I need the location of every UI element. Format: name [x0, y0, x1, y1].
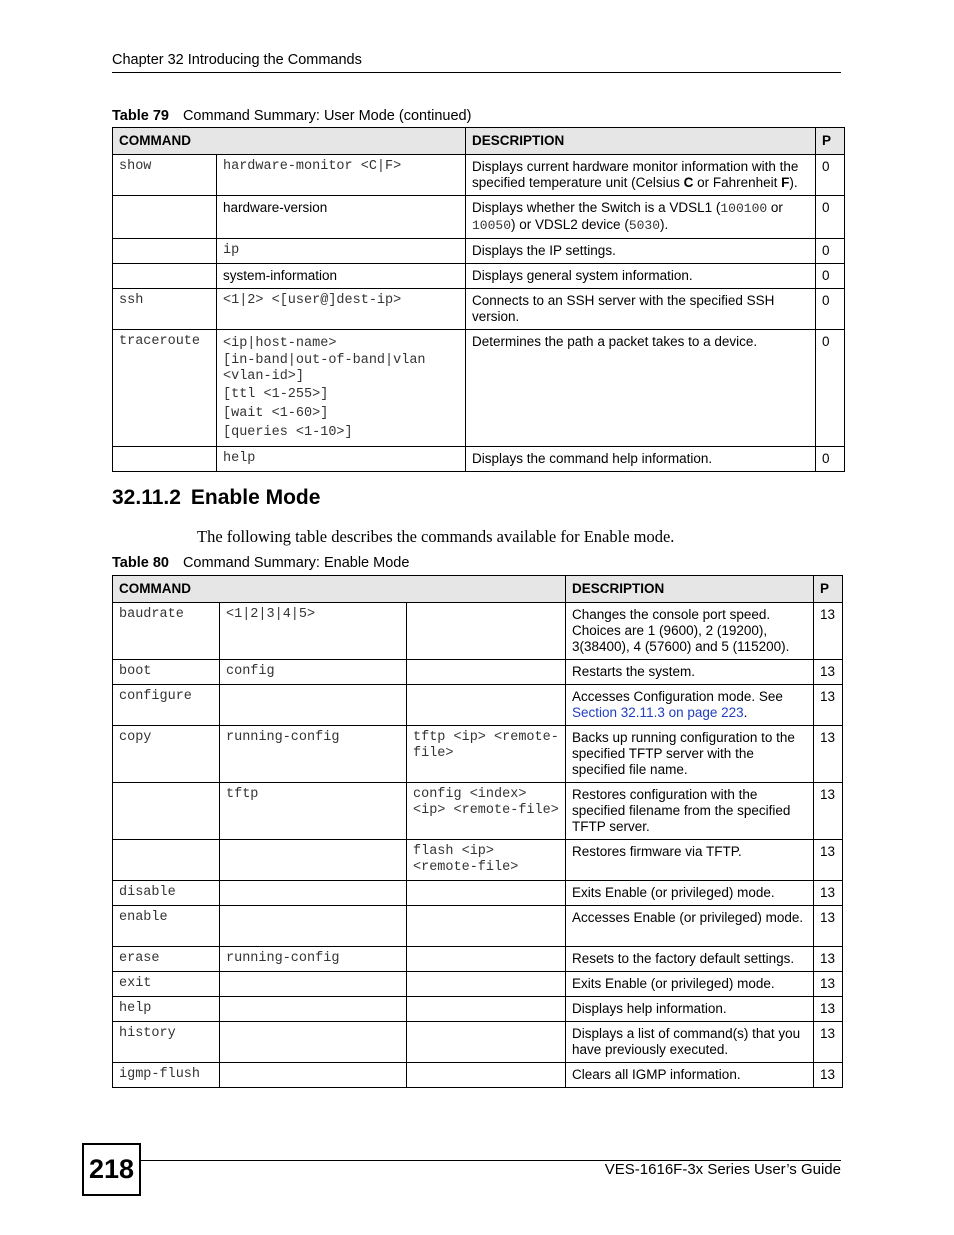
argument-cell — [220, 1063, 407, 1088]
table80-caption-label: Table 80 — [112, 555, 169, 571]
table79-header-p: P — [816, 128, 845, 155]
page-cell: 0 — [816, 196, 845, 239]
argument-line: [ttl <1-255>] — [223, 387, 329, 402]
table-row — [113, 330, 845, 447]
argument-cell: running-config — [220, 726, 407, 783]
page-cell: 0 — [816, 264, 845, 289]
page-cell: 13 — [814, 685, 843, 726]
argument-cell — [407, 972, 566, 997]
description-cell: Determines the path a packet takes to a device. — [466, 330, 816, 447]
command-cell: enable — [113, 906, 220, 947]
table79-header-row — [113, 128, 845, 155]
guide-title: VES-1616F-3x Series User’s Guide — [604, 1161, 841, 1178]
argument-cell — [220, 972, 407, 997]
table-row — [113, 997, 843, 1022]
argument-cell — [220, 840, 407, 881]
page-cell: 13 — [814, 1022, 843, 1063]
page-cell: 13 — [814, 783, 843, 840]
command-cell: baudrate — [113, 603, 220, 660]
description-cell: Displays general system information. — [466, 264, 816, 289]
description-cell — [466, 155, 816, 196]
command-cell: history — [113, 1022, 220, 1063]
argument-cell — [407, 997, 566, 1022]
page-cell: 13 — [814, 603, 843, 660]
command-cell — [113, 783, 220, 840]
argument-cell — [217, 330, 466, 447]
page-cell: 13 — [814, 726, 843, 783]
command-cell: erase — [113, 947, 220, 972]
table-row — [113, 972, 843, 997]
page-cell: 0 — [816, 330, 845, 447]
argument-cell: ip — [217, 239, 466, 264]
table-row — [113, 447, 845, 472]
desc-text: Accesses Configuration mode. See — [572, 689, 783, 704]
table-row — [113, 783, 843, 840]
section-intro: The following table describes the commands available for Enable mode. — [197, 527, 675, 546]
desc-text: ). — [789, 175, 798, 190]
table-row — [113, 881, 843, 906]
command-cell: configure — [113, 685, 220, 726]
argument-cell: tftp — [220, 783, 407, 840]
table-row — [113, 660, 843, 685]
argument-cell — [220, 997, 407, 1022]
desc-text: ). — [660, 217, 669, 232]
argument-cell — [407, 1063, 566, 1088]
argument-cell — [407, 881, 566, 906]
description-cell: Restores firmware via TFTP. — [566, 840, 814, 881]
page-cell: 13 — [814, 972, 843, 997]
description-cell: Changes the console port speed. Choices are 1 (9600), 2 (19200), 3(38400), 4 (57600) and 5 (115200). — [566, 603, 814, 660]
argument-cell — [407, 906, 566, 947]
desc-code: 5030 — [628, 218, 661, 233]
description-cell: Exits Enable (or privileged) mode. — [566, 972, 814, 997]
desc-text: . — [743, 705, 748, 720]
command-cell — [113, 264, 217, 289]
table-row — [113, 603, 843, 660]
page-cell: 13 — [814, 947, 843, 972]
table79-header-description: DESCRIPTION — [466, 128, 816, 155]
table-row — [113, 947, 843, 972]
description-cell: Accesses Enable (or privileged) mode. — [566, 906, 814, 947]
command-cell: igmp-flush — [113, 1063, 220, 1088]
description-cell — [466, 196, 816, 239]
argument-cell — [407, 660, 566, 685]
argument-cell — [220, 685, 407, 726]
desc-text: ) or VDSL2 device ( — [511, 217, 629, 232]
page-cell: 0 — [816, 447, 845, 472]
argument-cell — [407, 603, 566, 660]
table-row — [113, 196, 845, 239]
page-cell: 0 — [816, 155, 845, 196]
table-row — [113, 239, 845, 264]
page-cell: 13 — [814, 660, 843, 685]
desc-code: 100100 — [720, 201, 768, 216]
argument-cell: running-config — [220, 947, 407, 972]
argument-cell: <1|2|3|4|5> — [220, 603, 407, 660]
table79-caption — [112, 108, 471, 124]
page-cell: 13 — [814, 1063, 843, 1088]
page-cell: 0 — [816, 239, 845, 264]
argument-cell: <1|2> <[user@]dest-ip> — [217, 289, 466, 330]
argument-cell — [220, 1022, 407, 1063]
description-cell — [566, 685, 814, 726]
table80 — [112, 575, 843, 1088]
page-cell: 13 — [814, 840, 843, 881]
command-cell: exit — [113, 972, 220, 997]
command-cell — [113, 840, 220, 881]
desc-text: Displays current hardware monitor information with the specified temperature unit (Celsius — [472, 159, 799, 190]
table79 — [112, 127, 845, 472]
command-cell: help — [113, 997, 220, 1022]
argument-line: [wait <1-60>] — [223, 406, 329, 421]
desc-text: or Fahrenheit — [693, 175, 782, 190]
table-row — [113, 264, 845, 289]
argument-cell: help — [217, 447, 466, 472]
argument-cell — [407, 685, 566, 726]
desc-code: 10050 — [472, 218, 512, 233]
section-link[interactable]: Section 32.11.3 on page 223 — [572, 705, 744, 720]
description-cell: Displays the IP settings. — [466, 239, 816, 264]
page-cell: 13 — [814, 881, 843, 906]
page-cell: 0 — [816, 289, 845, 330]
description-cell: Restarts the system. — [566, 660, 814, 685]
page-number: 218 — [82, 1143, 141, 1196]
table-row — [113, 155, 845, 196]
description-cell: Connects to an SSH server with the specified SSH version. — [466, 289, 816, 330]
table79-header-command: COMMAND — [113, 128, 466, 155]
command-cell: show — [113, 155, 217, 196]
table-row — [113, 726, 843, 783]
table-row — [113, 906, 843, 947]
desc-bold: F — [781, 175, 790, 190]
command-cell: boot — [113, 660, 220, 685]
description-cell: Displays a list of command(s) that you have previously executed. — [566, 1022, 814, 1063]
section-number: 32.11.2 — [112, 486, 181, 509]
table80-header-description: DESCRIPTION — [566, 576, 814, 603]
page-cell: 13 — [814, 906, 843, 947]
argument-cell: flash <ip> <remote-file> — [407, 840, 566, 881]
command-cell — [113, 239, 217, 264]
command-cell: disable — [113, 881, 220, 906]
argument-cell: hardware-version — [217, 196, 466, 239]
table-row — [113, 1022, 843, 1063]
argument-cell — [407, 1022, 566, 1063]
table80-header-p: P — [814, 576, 843, 603]
table-row — [113, 1063, 843, 1088]
command-cell — [113, 196, 217, 239]
command-cell — [113, 447, 217, 472]
section-title: Enable Mode — [190, 486, 321, 509]
argument-line: [in-band|out-of-band|vlan <vlan-id>] — [223, 353, 426, 384]
command-cell: traceroute — [113, 330, 217, 447]
argument-cell: hardware-monitor <C|F> — [217, 155, 466, 196]
table80-header-row — [113, 576, 843, 603]
description-cell: Displays the command help information. — [466, 447, 816, 472]
header-divider — [112, 72, 841, 73]
argument-cell: system-information — [217, 264, 466, 289]
command-cell: copy — [113, 726, 220, 783]
section-heading — [112, 486, 330, 510]
argument-cell — [407, 947, 566, 972]
description-cell: Resets to the factory default settings. — [566, 947, 814, 972]
argument-cell: tftp <ip> <remote-file> — [407, 726, 566, 783]
table79-caption-text: Command Summary: User Mode (continued) — [182, 108, 472, 124]
argument-cell: config — [220, 660, 407, 685]
description-cell: Restores configuration with the specified filename from the specified TFTP server. — [566, 783, 814, 840]
table79-caption-label: Table 79 — [112, 108, 169, 124]
description-cell: Displays help information. — [566, 997, 814, 1022]
description-cell: Clears all IGMP information. — [566, 1063, 814, 1088]
desc-bold: C — [683, 175, 694, 190]
table80-header-command: COMMAND — [113, 576, 566, 603]
table-row — [113, 840, 843, 881]
table-row — [113, 289, 845, 330]
argument-cell — [220, 906, 407, 947]
argument-cell — [220, 881, 407, 906]
chapter-header: Chapter 32 Introducing the Commands — [112, 52, 362, 68]
desc-text: or — [767, 200, 783, 215]
argument-line: [queries <1-10>] — [223, 425, 353, 440]
table80-caption — [112, 555, 409, 571]
table-row — [113, 685, 843, 726]
desc-text: Displays whether the Switch is a VDSL1 ( — [472, 200, 721, 215]
argument-cell: config <index> <ip> <remote-file> — [407, 783, 566, 840]
table80-caption-text: Command Summary: Enable Mode — [182, 555, 410, 571]
page-cell: 13 — [814, 997, 843, 1022]
command-cell: ssh — [113, 289, 217, 330]
description-cell: Backs up running configuration to the specified TFTP server with the specified file name. — [566, 726, 814, 783]
description-cell: Exits Enable (or privileged) mode. — [566, 881, 814, 906]
argument-line: <ip|host-name> — [223, 336, 337, 351]
